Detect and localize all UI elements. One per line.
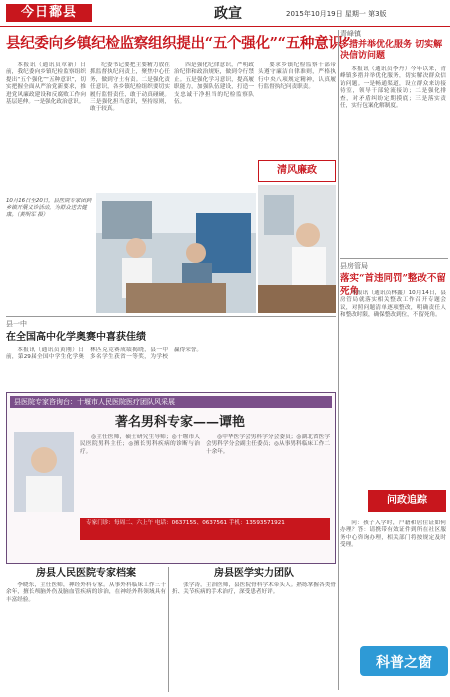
- school-story-text: 本报讯（通讯员黄刚）日前，第29届全国中学生化学奥林匹克竞赛成绩揭晓，县一中多名学生获省一等奖，为学校赢得荣誉。: [6, 347, 202, 361]
- right-story-2: [340, 290, 446, 485]
- medical-team-headline: 房县医学实力团队: [214, 568, 294, 579]
- right-divider: [340, 258, 448, 259]
- expert-credentials-2: [206, 434, 330, 514]
- right-headline-2: 落实“首违同罚”整改不留死角: [340, 273, 446, 297]
- photo-caption: 10月16日至20日，县医院专家团到乡镇开展义诊活动，为群众送去健康。（黄明军 摄）: [6, 198, 92, 219]
- news-photo: [96, 193, 256, 313]
- expert-credentials-text-1: ◎主任医师，硕士研究生导师；◎十堰市人民医院男科主任；◎擅长男科疾病的诊断与治疗。: [80, 434, 200, 455]
- main-story-text-3: 四是强化纪律意识，严明政治纪律和政治规矩，做到令行禁止。五是强化学习意识，提高履职能力，加强队伍建设，打造一支忠诚干净担当的纪检监察队伍。: [174, 62, 254, 106]
- newspaper-masthead: 今日鄱县: [6, 4, 92, 22]
- clinic-photo-illustration: [96, 193, 256, 313]
- right-kicker-1: 青峰镇: [340, 30, 361, 38]
- slogan-box: 清风廉政: [258, 160, 336, 182]
- qa-text: [340, 520, 446, 638]
- section-divider: [6, 316, 336, 317]
- expert-credentials-1: [80, 434, 200, 514]
- right-kicker-2: 县房管局: [340, 262, 368, 270]
- main-story-text-1: 本报讯（通讯员章新）日前，我纪委向乡镇纪检监察组织提出“五个强化”“五种意识”，切实把握全面从严治党新要求，推进党风廉政建设和反腐败工作向基层延伸。一是强化政治意识。: [6, 62, 86, 106]
- school-kicker: 县一中: [6, 320, 27, 328]
- main-headline: 县纪委向乡镇纪检监察组织提出“五个强化”“五种意识”: [6, 35, 351, 52]
- expert-portrait: [14, 432, 74, 512]
- school-story: [6, 347, 336, 387]
- column-divider: [338, 30, 339, 690]
- main-story-col3: [174, 62, 254, 197]
- main-story-text-4: 要求乡镇纪检监察干部带头遵守廉洁自律准则，严格执行中央八项规定精神，认真履行监督执纪问责职责。: [258, 62, 336, 91]
- science-window-logo: [360, 640, 448, 682]
- portrait-illustration: [14, 432, 74, 512]
- right-headline-1: 多措并举优化服务 切实解决信访问题: [340, 40, 443, 61]
- section-title: 政宣: [214, 6, 242, 22]
- doctor-photo-illustration: [258, 185, 336, 313]
- medical-team-text: [172, 582, 336, 690]
- science-logo-icon: [360, 640, 448, 682]
- main-story-col1: [6, 62, 86, 197]
- bottom-divider: [168, 567, 169, 692]
- right-story-1-text: 本报讯（通讯员李丹）今年以来，青峰镇多措并举优化服务，切实解决群众信访问题。一是畅通渠道，设立群众来访接待室，领导干部轮流接访；二是强化排查，对矛盾纠纷定期摸底；三是落实责任，实行包案化解制度。: [340, 66, 446, 110]
- expert-credentials-text-2: ◎中华医学会男科学分会委员；◎湖北省医学会男科学分会副主任委员；◎从事男科临床工作二十余年。: [206, 434, 330, 455]
- qa-section-label: 问政追踪: [368, 490, 446, 512]
- hospital-profile-headline: 房县人民医院专家档案: [36, 568, 136, 579]
- science-logo-text: 科普之窗: [376, 655, 432, 671]
- hospital-profile-body: 李晓东，主任医师，神经外科专家。从事外科临床工作三十余年，擅长颅脑外伤及脑血管疾病的诊治，在神经外科领域具有丰富经验。: [6, 582, 166, 603]
- main-story-col4: [258, 62, 336, 172]
- hospital-profile-text: [6, 582, 166, 690]
- expert-contact-bar: 专家门诊：每周二、六上午 电话：0637155、0637561 手机：13593571921: [80, 518, 330, 540]
- expert-name: 著名男科专家——谭艳: [114, 415, 245, 430]
- expert-box-header: 县医院专家咨询台：十堰市人民医院医疗团队风采展: [10, 396, 332, 408]
- side-photo: [258, 185, 336, 313]
- school-headline: 在全国高中化学奥赛中喜获佳绩: [6, 332, 146, 343]
- right-story-1: [340, 66, 446, 242]
- main-story-col2: [90, 62, 170, 197]
- right-story-2-text: 本报讯（通讯员林鑫）10月14日，县房管局就落实相关整改工作召开专题会议，对照问题清单逐项整改，明确责任人和整改时限，确保整改到位，不留死角。: [340, 290, 446, 319]
- medical-team-body: 张学涛，主治医师，县医院骨科学术带头人。熟练掌握各类骨折、关节疾病的手术治疗，深受患者好评。: [172, 582, 336, 596]
- qa-body: 问：孩子入学时，户籍和居住证如何办理？答：请携带有效证件到所在社区服务中心咨询办理，相关部门将按规定及时受理。: [340, 520, 446, 549]
- main-story-text-2: 纪委书记要把主要精力放在抓监督执纪问责上，聚焦中心任务，做到守土有责。二是强化责任意识，各乡镇纪检组织要切实履行监督责任，敢于动真碰硬。三是强化担当意识，坚持原则，敢于较真。: [90, 62, 170, 113]
- issue-date: 2015年10月19日 星期一 第3版: [286, 10, 387, 18]
